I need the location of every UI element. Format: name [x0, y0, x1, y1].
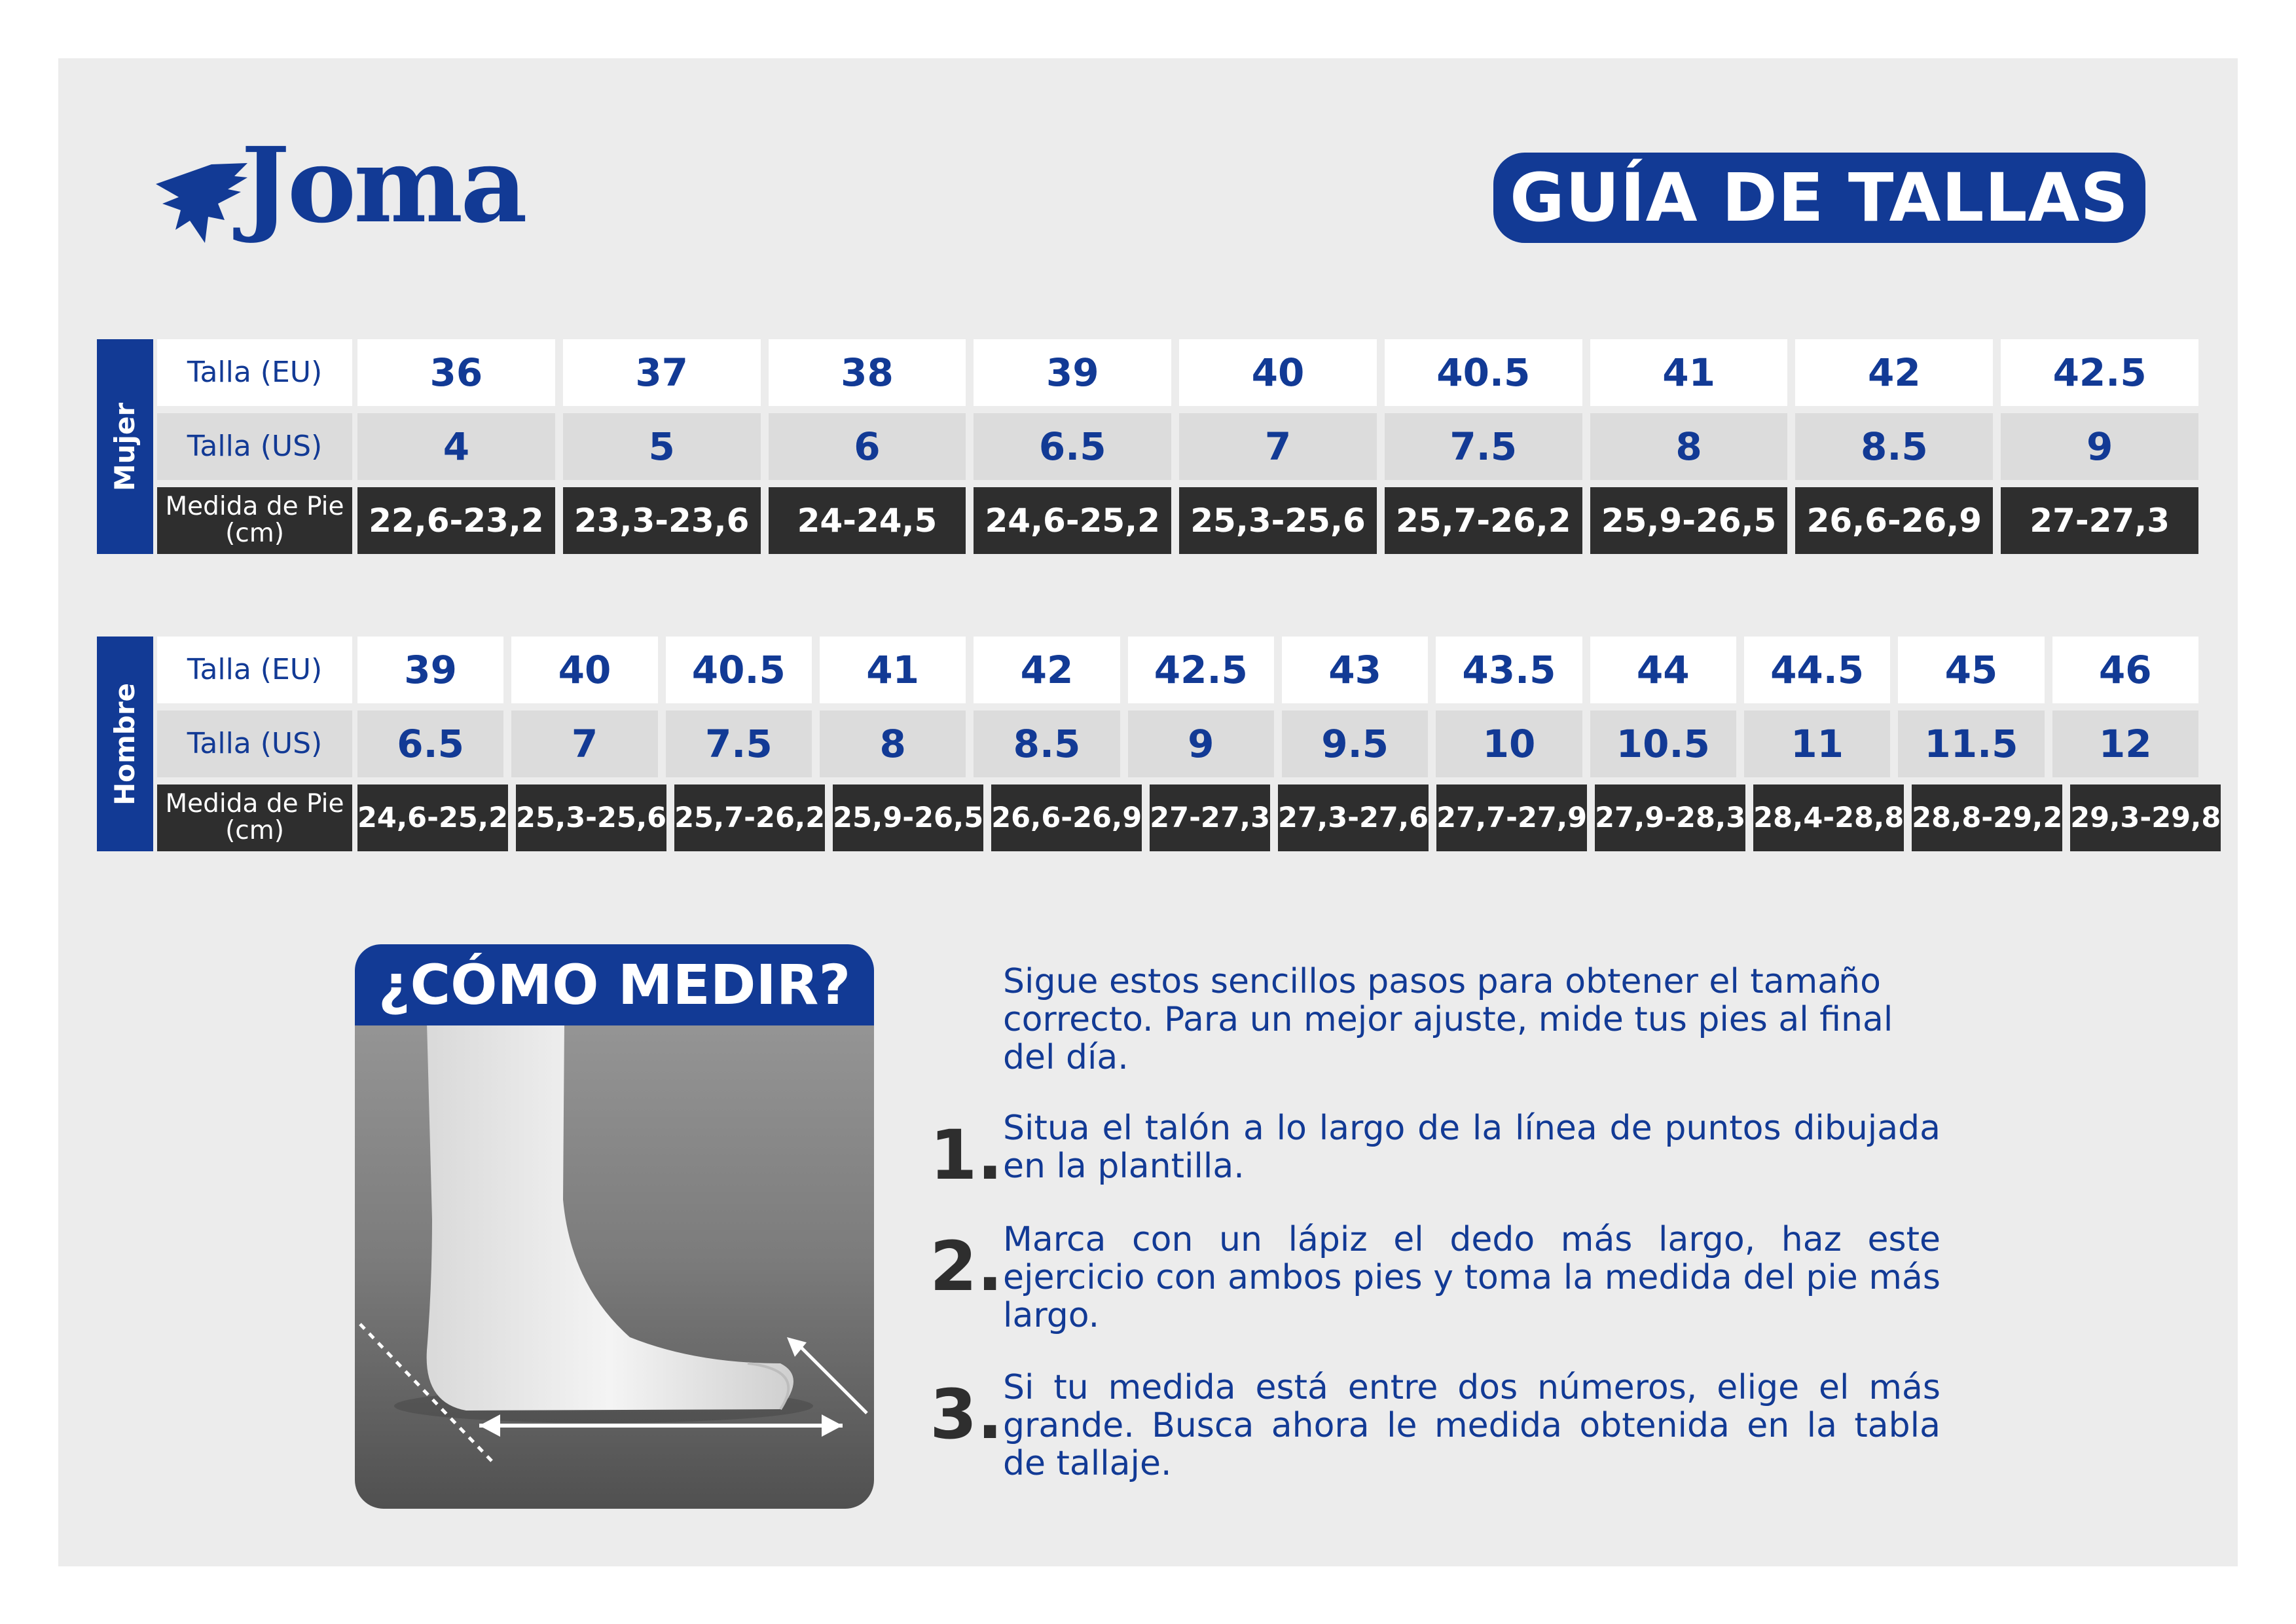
men-cm-cell: 29,3-29,8	[2070, 784, 2221, 851]
step-text: Marca con un lápiz el dedo más largo, haz este ejercicio con ambos pies y toma la medida del pie más largo.	[1003, 1220, 1941, 1335]
joma-wordmark: Joma	[241, 125, 525, 246]
step-3	[930, 1369, 1941, 1486]
women-eu-cell: 42	[1795, 339, 1993, 406]
men-eu-row	[357, 637, 2198, 703]
men-cm-cell: 27,3-27,6	[1278, 784, 1429, 851]
men-eu-cell: 40.5	[666, 637, 812, 703]
men-eu-cell: 43.5	[1436, 637, 1582, 703]
foot-measure-illustration	[355, 944, 874, 1509]
women-us-cell: 6	[769, 413, 966, 480]
women-us-cell: 7.5	[1385, 413, 1582, 480]
women-cm-cell: 24,6-25,2	[974, 487, 1171, 554]
women-cm-cell: 25,9-26,5	[1590, 487, 1788, 554]
row-label-us: Talla (US)	[157, 413, 352, 480]
men-cm-cell: 26,6-26,9	[991, 784, 1142, 851]
row-label-cm: Medida de Pie (cm)	[157, 487, 352, 554]
men-us-cell: 12	[2052, 710, 2198, 777]
women-us-cell: 6.5	[974, 413, 1171, 480]
men-us-cell: 6.5	[357, 710, 503, 777]
step-number: 1.	[930, 1115, 1003, 1195]
men-eu-cell: 39	[357, 637, 503, 703]
how-to-measure-title: ¿CÓMO MEDIR?	[355, 944, 874, 1025]
men-cm-cell: 24,6-25,2	[357, 784, 508, 851]
men-eu-cell: 42.5	[1128, 637, 1274, 703]
men-us-cell: 9.5	[1282, 710, 1428, 777]
women-us-cell: 4	[357, 413, 555, 480]
men-eu-cell: 44.5	[1744, 637, 1890, 703]
women-eu-cell: 42.5	[2001, 339, 2198, 406]
row-label-cm: Medida de Pie (cm)	[157, 784, 352, 851]
men-eu-cell: 45	[1898, 637, 2044, 703]
women-eu-cell: 40	[1179, 339, 1377, 406]
foot-illustration	[355, 944, 874, 1509]
women-cm-cell: 27-27,3	[2001, 487, 2198, 554]
men-eu-cell: 43	[1282, 637, 1428, 703]
step-number: 2.	[930, 1227, 1003, 1306]
men-us-cell: 7	[511, 710, 657, 777]
men-eu-cell: 41	[820, 637, 966, 703]
women-eu-cell: 37	[563, 339, 761, 406]
women-us-cell: 8	[1590, 413, 1788, 480]
men-us-cell: 8.5	[974, 710, 1120, 777]
women-us-cell: 9	[2001, 413, 2198, 480]
row-label-eu: Talla (EU)	[157, 637, 352, 703]
women-cm-cell: 25,7-26,2	[1385, 487, 1582, 554]
men-eu-cell: 40	[511, 637, 657, 703]
men-us-cell: 10.5	[1590, 710, 1736, 777]
women-side-label: Mujer	[97, 339, 153, 554]
women-size-table	[97, 339, 2198, 554]
men-cm-cell: 25,9-26,5	[833, 784, 983, 851]
men-us-cell: 11	[1744, 710, 1890, 777]
men-eu-cell: 46	[2052, 637, 2198, 703]
step-text: Situa el talón a lo largo de la línea de puntos dibujada en la plantilla.	[1003, 1109, 1941, 1186]
step-1	[930, 1109, 1941, 1195]
men-cm-cell: 25,3-25,6	[516, 784, 666, 851]
women-cm-row	[357, 487, 2198, 554]
women-eu-cell: 38	[769, 339, 966, 406]
row-label-us: Talla (US)	[157, 710, 352, 777]
men-eu-cell: 44	[1590, 637, 1736, 703]
women-cm-cell: 26,6-26,9	[1795, 487, 1993, 554]
men-cm-cell: 28,8-29,2	[1912, 784, 2062, 851]
men-us-cell: 8	[820, 710, 966, 777]
men-cm-cell: 27,9-28,3	[1595, 784, 1745, 851]
men-us-cell: 9	[1128, 710, 1274, 777]
step-text: Si tu medida está entre dos números, elige el más grande. Busca ahora le medida obtenida en la tabla de tallaje.	[1003, 1368, 1941, 1483]
women-eu-cell: 40.5	[1385, 339, 1582, 406]
men-cm-cell: 28,4-28,8	[1753, 784, 1904, 851]
page-title: GUÍA DE TALLAS	[1493, 153, 2145, 243]
men-cm-row	[357, 784, 2221, 851]
men-eu-cell: 42	[974, 637, 1120, 703]
how-to-intro: Sigue estos sencillos pasos para obtener el tamaño correcto. Para un mejor ajuste, mide tus pies al final del día.	[1003, 962, 1893, 1077]
women-cm-cell: 23,3-23,6	[563, 487, 761, 554]
row-label-eu: Talla (EU)	[157, 339, 352, 406]
joma-bird-icon	[149, 158, 247, 249]
women-us-row	[357, 413, 2198, 480]
women-eu-cell: 39	[974, 339, 1171, 406]
women-cm-cell: 24-24,5	[769, 487, 966, 554]
women-us-cell: 7	[1179, 413, 1377, 480]
men-cm-cell: 25,7-26,2	[674, 784, 825, 851]
men-us-cell: 11.5	[1898, 710, 2044, 777]
women-us-cell: 8.5	[1795, 413, 1993, 480]
women-cm-cell: 25,3-25,6	[1179, 487, 1377, 554]
men-side-label: Hombre	[97, 637, 153, 851]
men-cm-cell: 27,7-27,9	[1436, 784, 1587, 851]
men-size-table	[97, 637, 2221, 851]
joma-logo	[149, 125, 568, 246]
women-eu-cell: 36	[357, 339, 555, 406]
step-number: 3.	[930, 1375, 1003, 1454]
men-us-cell: 10	[1436, 710, 1582, 777]
step-2	[930, 1221, 1941, 1338]
men-us-row	[357, 710, 2198, 777]
men-us-cell: 7.5	[666, 710, 812, 777]
men-cm-cell: 27-27,3	[1150, 784, 1270, 851]
women-eu-cell: 41	[1590, 339, 1788, 406]
women-us-cell: 5	[563, 413, 761, 480]
women-cm-cell: 22,6-23,2	[357, 487, 555, 554]
women-eu-row	[357, 339, 2198, 406]
